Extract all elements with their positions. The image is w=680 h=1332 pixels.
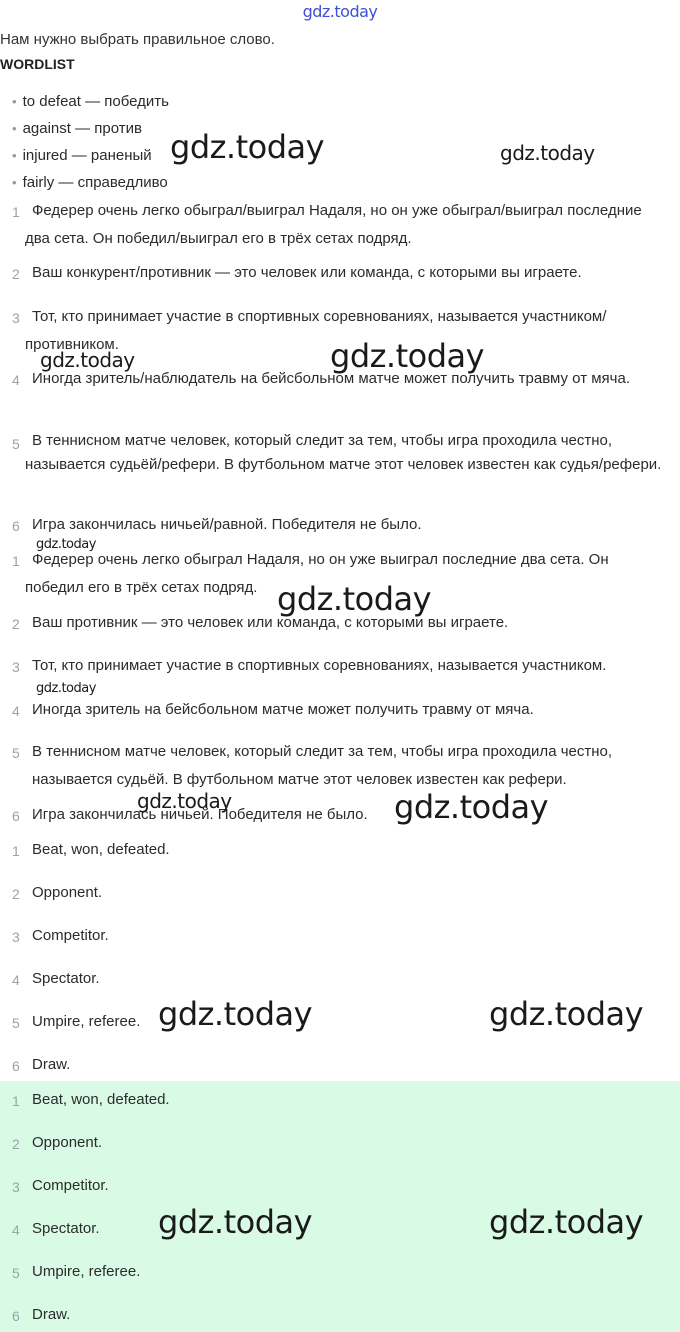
item-number: 6: [12, 1058, 20, 1074]
watermark: gdz.today: [36, 537, 96, 552]
item-number: 6: [12, 1308, 20, 1324]
item-text: Spectator.: [32, 970, 100, 987]
instruction-text: Нам нужно выбрать правильное слово.: [0, 31, 275, 48]
item-text: Иногда зритель на бейсбольном матче может получить травму от мяча.: [32, 701, 534, 718]
bullet-icon: •: [12, 121, 17, 136]
wordlist-item: [12, 147, 152, 164]
watermark: gdz.today: [158, 1203, 313, 1241]
item-number: 1: [12, 204, 20, 220]
header-watermark: gdz.today: [302, 2, 378, 21]
item-text: Umpire, referee.: [32, 1013, 141, 1030]
item-number: 1: [12, 1093, 20, 1109]
item-number: 3: [12, 929, 20, 945]
item-text: Competitor.: [32, 927, 109, 944]
item-number: 5: [12, 436, 20, 452]
item-text: Игра закончилась ничьей/равной. Победителя не было.: [32, 516, 422, 533]
wordlist-item-text: to defeat — победить: [22, 93, 169, 110]
watermark: gdz.today: [170, 128, 325, 166]
item-text: Ваш конкурент/противник — это человек или команда, с которыми вы играете.: [32, 264, 582, 281]
item-text: Spectator.: [32, 1220, 100, 1237]
item-number: 6: [12, 518, 20, 534]
item-text: Beat, won, defeated.: [32, 1091, 170, 1108]
wordlist-title: WORDLIST: [0, 56, 75, 72]
item-text: Тот, кто принимает участие в спортивных соревнованиях, называется участником/противником.: [25, 308, 607, 353]
wordlist-item: [12, 174, 168, 191]
watermark: gdz.today: [394, 788, 549, 826]
item-number: 1: [12, 553, 20, 569]
watermark: gdz.today: [158, 995, 313, 1033]
wordlist-item-text: against — против: [22, 120, 142, 137]
item-text: Игра закончилась ничьей. Победителя не было.: [32, 806, 368, 823]
bullet-icon: •: [12, 148, 17, 163]
item-number: 3: [12, 1179, 20, 1195]
watermark: gdz.today: [40, 348, 135, 372]
watermark: gdz.today: [500, 141, 595, 165]
item-text: Федерер очень легко обыграл Надаля, но он уже выиграл последние два сета. Он победил его в трёх сетах подряд.: [25, 551, 609, 596]
item-number: 2: [12, 1136, 20, 1152]
wordlist-item-text: injured — раненый: [22, 147, 152, 164]
item-text: Тот, кто принимает участие в спортивных соревнованиях, называется участником.: [32, 657, 607, 674]
item-number: 1: [12, 843, 20, 859]
item-number: 5: [12, 1015, 20, 1031]
item-number: 4: [12, 1222, 20, 1238]
watermark: gdz.today: [277, 580, 432, 618]
item-number: 4: [12, 972, 20, 988]
item-number: 3: [12, 310, 20, 326]
item-text: Федерер очень легко обыграл/выиграл Надаля, но он уже обыграл/выиграл последние два сета. Он победил/выиграл его в трёх сетах подряд.: [25, 202, 642, 247]
item-number: 4: [12, 703, 20, 719]
item-text: Competitor.: [32, 1177, 109, 1194]
item-number: 2: [12, 266, 20, 282]
watermark: gdz.today: [330, 337, 485, 375]
item-text: Opponent.: [32, 1134, 103, 1151]
item-number: 5: [12, 1265, 20, 1281]
bullet-icon: •: [12, 175, 17, 190]
item-text: Draw.: [32, 1306, 71, 1323]
item-number: 5: [12, 745, 20, 761]
item-text: Umpire, referee.: [32, 1263, 141, 1280]
watermark: gdz.today: [36, 681, 96, 696]
item-text: Opponent.: [32, 884, 103, 901]
watermark: gdz.today: [489, 995, 644, 1033]
wordlist-item-text: fairly — справедливо: [22, 174, 168, 191]
item-text: Draw.: [32, 1056, 71, 1073]
item-number: 2: [12, 886, 20, 902]
item-text: В теннисном матче человек, который следит за тем, чтобы игра проходила честно, называется судьёй/рефери. В футбольном матче этот человек известен как судья/рефери.: [25, 432, 662, 473]
item-text: В теннисном матче человек, который следит за тем, чтобы игра проходила честно, называется судьёй. В футбольном матче этот человек известен как рефери.: [32, 743, 613, 788]
item-number: 6: [12, 808, 20, 824]
wordlist-item: [12, 93, 169, 110]
item-text: Beat, won, defeated.: [32, 841, 170, 858]
item-number: 4: [12, 372, 20, 388]
watermark: gdz.today: [137, 789, 232, 813]
item-number: 3: [12, 659, 20, 675]
item-text: Ваш противник — это человек или команда, с которыми вы играете.: [32, 614, 509, 631]
item-text: Иногда зритель/наблюдатель на бейсбольном матче может получить травму от мяча.: [32, 370, 630, 387]
item-number: 2: [12, 616, 20, 632]
watermark: gdz.today: [489, 1203, 644, 1241]
bullet-icon: •: [12, 94, 17, 109]
wordlist-item: [12, 120, 142, 137]
